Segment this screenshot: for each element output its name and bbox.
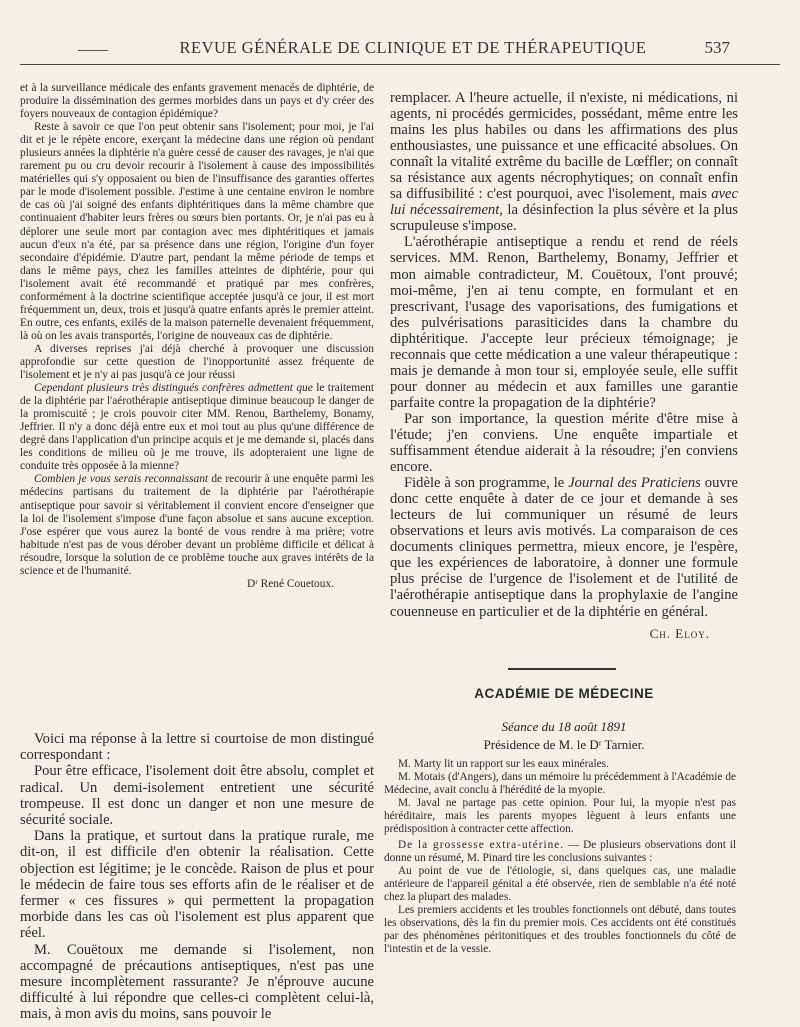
letter-paragraph: Reste à savoir ce que l'on peut obtenir sans l'isolement; pour moi, je l'ai dit et je le répète encore, exerçant la médecine dans une région où pendant plusieurs années la diphtérie n'a guère cessé de causer des ravages, je n'ai que rarement pu ou cru devoir recourir à l'isolement à cause des impossibilités matérielles qui s'y opposaient ou bien de l'insuffisance des garanties offertes par le mode d'isolement possible. J'estime à une centaine environ le nombre de cas où j'ai soigné des enfants diphtéritiques dans la même chambre que continuaient d'habiter leurs frères ou sœurs bien portants. Or, je n'ai pas eu à déplorer une seule mort par contagion avec mes diphtéritiques et jamais aucun d'eux n'a été, par sa présence dans une région, l'origine d'un foyer secondaire d'épidémie. D'autre part, pendant la même période de temps et dans le même pays, chez les familles atteintes de diphtérie, pour qui l'isolement avait été recommandé et pratiqué par mes confrères, conformément à la doctrine scientifique acceptée jusqu'à ce jour, il est mort fréquemment un, deux, trois et jusqu'à quatre enfants après le premier atteint. En outre, ces enfants, exilés de la maison paternelle devenaient fréquemment, là où on les avais transportés, l'origine de nouveaux cas de diphtérie.	[20, 121, 374, 342]
reply-column-right	[390, 90, 738, 642]
section-separator	[508, 668, 616, 670]
session-president: Présidence de M. le Dʳ Tarnier.	[483, 737, 645, 752]
running-header	[78, 38, 730, 64]
header-rule	[20, 64, 780, 65]
paragraph-text: ouvre donc cette enquête à dater de ce jour et demande à ses lecteurs de lui communiquer un résumé de leurs observations et leurs avis motivés. La comparaison de ces documents cliniques permettra, mieux encore, je l'espère, que les expériences de laboratoire, à donner une formule plus précise de l'urgence de l'isolement et de l'utilité de l'aérothérapie antiseptique dans la prophylaxie de l'angine couenneuse en particulier et de la diphtérie en général.	[390, 475, 738, 620]
reply-paragraph: Voici ma réponse à la lettre si courtoise de mon distingué correspondant :	[20, 731, 374, 764]
paragraph-text: le traitement de la diphtérie par l'aérothérapie antiseptique diminue beaucoup le danger de la promiscuité ; je crois pouvoir citer MM. Renou, Barthelemy, Bonamy, Jeffrier. Il n'y a donc déjà entre eux et moi tout au plus qu'une différence de degré dans l'application d'un principe acquis et je me demande si, placés dans les conditions de milieu où je me trouve, ils adopteraient une ligne de conduite très opposée à la mienne?	[20, 382, 374, 473]
paragraph-text: la désinfection la plus sévère et la plus scrupuleuse s'impose.	[390, 202, 738, 235]
section-title: ACADÉMIE DE MÉDECINE	[474, 686, 654, 701]
reply-paragraph: L'aérothérapie antiseptique a rendu et rend de réels services. MM. Renon, Barthelemy, Bonamy, Jeffrier et mon aimable contradicteur, M. Couëtoux, l'ont prouvé; moi-même, j'en ai tenu compte, en formulant et en prescrivant, l'usage des vaporisations, des fumigations et des pulvérisations parasiticides dans la chambre du diphtéritique. J'accepte leur précieux témoignage; je reconnais que cette médication a une valeur thérapeutique : mais je demande à mon tour si, employée seule, elle suffit pour donner au médecin et aux familles une garantie parfaite contre la propagation de la diphtérie?	[390, 234, 738, 411]
reply-paragraph: Dans la pratique, et surtout dans la pratique rurale, me dit-on, il est difficile d'en obtenir la réalisation. Cette objection est légitime; je le concède. Raison de plus et pour le médecin de faire tous ses efforts afin de le réaliser et de fermer « ces fissures » qui permettent la propagation morbide dans les cas où l'isolement est plus apparent que réel.	[20, 828, 374, 942]
page-number: 537	[704, 38, 730, 57]
reply-paragraph: Pour être efficace, l'isolement doit être absolu, complet et radical. Un demi-isolement entretient une sécurité trompeuse. Il est donc un danger et non une mesure de sécurité sociale.	[20, 763, 374, 829]
paragraph-text: de recourir à une enquête parmi les médecins partisans du traitement de la diphtérie par l'aérothérapie antiseptique pour savoir si véritablement il convient encore d'enseigner que la loi de l'isolement s'impose d'une façon absolue et sans aucune exception. J'ose espérer que vous aurez la bonté de vous rendre à ma prière; votre habitude n'est pas de vous dérober devant un problème difficile et délicat à résoudre, lorsque la solution de ce problème touche aux graves intérêts de la science et de l'humanité.	[20, 473, 374, 577]
reply-column-left	[20, 731, 374, 1023]
report-paragraph: M. Javal ne partage pas cette opinion. Pour lui, la myopie n'est pas héréditaire, mais les parents myopes lèguent à leurs enfants une prédisposition à contracter cette affection.	[384, 797, 736, 835]
letter-column	[20, 82, 374, 591]
letter-paragraph: et à la surveillance médicale des enfants gravement menacés de diphtérie, de produire la dissémination des germes morbides dans un pays et d'y créer des foyers nouveaux de contagion épidémique?	[20, 82, 374, 121]
report-paragraph: Les premiers accidents et les troubles fonctionnels ont débuté, dans toutes les observations, dès la fin du premier mois. Ces accidents ont été constitués par des phénomènes péritonitiques et des troubles fonctionnels du côté de l'intestin et de la vessie.	[384, 904, 736, 955]
reply-paragraph: M. Couëtoux me demande si l'isolement, non accompagné de précautions antiseptiques, n'est pas une mesure incomplètement rassurante? Je n'éprouve aucune difficulté à lui répondre que celles-ci complètent celui-là, mais, à mon avis du moins, sans pouvoir le	[20, 941, 374, 1023]
letter-paragraph	[20, 473, 374, 577]
letter-paragraph	[20, 382, 374, 473]
reply-paragraph	[390, 475, 738, 619]
journal-title: REVUE GÉNÉRALE DE CLINIQUE ET DE THÉRAPEUTIQUE	[179, 38, 647, 57]
letter-paragraph: A diverses reprises j'ai déjà cherché à provoquer une discussion approfondie sur cette question de l'inopportunité assez fréquente de l'isolement et je n'y ai pas jusqu'à ce jour réussi	[20, 342, 374, 382]
report-paragraph: M. Motais (d'Angers), dans un mémoire lu précédemment à l'Académie de Médecine, avait conclu à l'hérédité de la myopie.	[384, 771, 736, 796]
paragraph-text: — De plusieurs observations dont il donne un résumé, M. Pinard tire les conclusions suivantes :	[384, 839, 736, 864]
paragraph-text: Fidèle à son programme, le	[404, 475, 565, 492]
italic-phrase: avec lui nécessairement,	[390, 186, 738, 219]
header-lead-rule	[78, 50, 108, 51]
report-paragraph: Au point de vue de l'étiologie, si, dans quelques cas, une maladie antérieure de l'appareil génital a été observée, rien de semblable n'a été noté chez la plupart des malades.	[384, 865, 736, 903]
italic-phrase: Cependant plusieurs très distingués confrères admettent que	[34, 382, 313, 395]
author-signature: Ch. Eloy.	[649, 625, 710, 641]
letter-signature: Dʳ René Couetoux.	[247, 577, 334, 590]
italic-phrase: Combien je vous serais reconnaissant	[34, 473, 209, 486]
subsection-heading: De la grossesse extra-utérine.	[398, 839, 565, 851]
paragraph-text: remplacer. A l'heure actuelle, il n'existe, ni médications, ni agents, ni procédés germicides, possédant, même entre les mains les plus habiles ou dans les affirmations des plus enthousiastes, une puissance et une efficacité absolues. On connaît la vitalité extrême du bacille de Lœffler; on connaît sa résistance aux agents nécrophytiques; on connaît enfin sa diffusibilité : c'est pourquoi, avec l'isolement, mais	[390, 90, 738, 203]
academy-report	[384, 758, 736, 956]
reply-paragraph	[390, 90, 738, 234]
report-paragraph: M. Marty lit un rapport sur les eaux minérales.	[398, 758, 609, 770]
session-date: Séance du 18 août 1891	[501, 719, 627, 734]
report-paragraph	[384, 839, 736, 865]
journal-name: Journal des Praticiens	[568, 475, 701, 492]
reply-paragraph: Par son importance, la question mérite d'être mise à l'étude; j'en conviens. Une enquête impartiale et suffisamment étendue aiderait à la résoudre; j'en conviens encore.	[390, 410, 738, 476]
